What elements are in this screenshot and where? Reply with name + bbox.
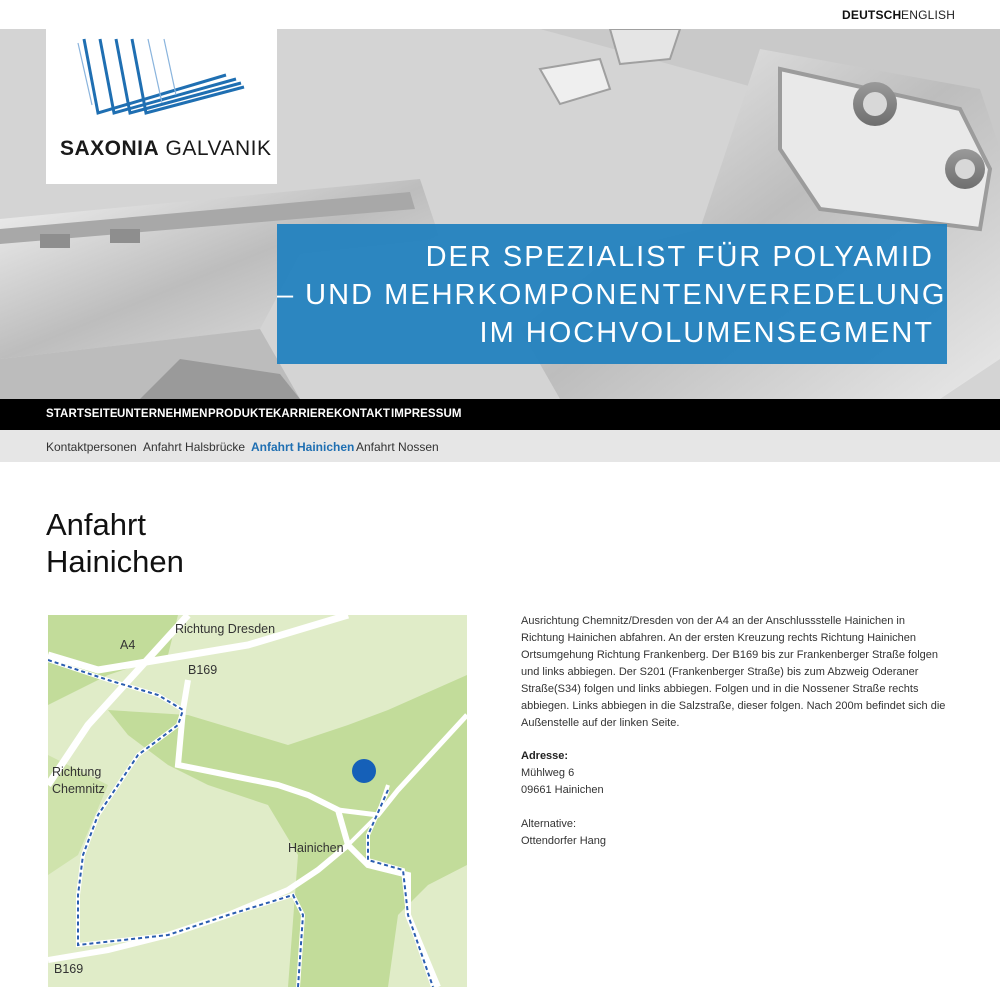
page-title	[46, 506, 184, 580]
map-label-dresden: Richtung Dresden	[175, 622, 276, 636]
map-label-chemnitz-2: Chemnitz	[52, 782, 105, 796]
alternative-address: Ottendorfer Hang	[521, 835, 606, 847]
alternative-title: Alternative:	[521, 818, 577, 830]
banner-line-2: – UND MEHRKOMPONENTENVEREDELUNG	[277, 279, 947, 311]
nav-produkte[interactable]: PRODUKTE	[208, 408, 274, 420]
banner-line-3: IM HOCHVOLUMENSEGMENT	[479, 317, 934, 349]
nav-karriere[interactable]: KARRIERE	[273, 408, 334, 420]
language-link-english[interactable]: ENGLISH	[901, 8, 956, 22]
address-street: Mühlweg 6	[521, 767, 575, 779]
destination-marker-icon	[352, 759, 376, 783]
language-bar	[0, 0, 1000, 29]
hero-banner	[277, 224, 947, 364]
map-label-a4: A4	[120, 638, 136, 652]
subnav-anfahrt-hainichen[interactable]: Anfahrt Hainichen	[251, 440, 355, 454]
map-label-chemnitz-1: Richtung	[52, 765, 102, 779]
map-label-b169-bottom: B169	[54, 962, 84, 976]
logo-name-regular: GALVANIK	[165, 137, 272, 160]
main-navigation	[0, 399, 1000, 430]
subnav-anfahrt-halsbruecke[interactable]: Anfahrt Halsbrücke	[143, 440, 246, 454]
address-title: Adresse:	[521, 750, 569, 762]
language-link-deutsch[interactable]: DEUTSCH	[842, 8, 902, 22]
logo[interactable]	[46, 29, 277, 184]
nav-startseite[interactable]: STARTSEITE	[46, 408, 118, 420]
directions-map	[48, 615, 467, 987]
map-graphic	[48, 615, 467, 987]
nav-impressum[interactable]: IMPRESSUM	[391, 408, 462, 420]
nav-unternehmen[interactable]: UNTERNEHMEN	[117, 408, 208, 420]
subnav-anfahrt-nossen[interactable]: Anfahrt Nossen	[356, 440, 439, 454]
logo-wordmark	[60, 137, 271, 161]
directions-description: Ausrichtung Chemnitz/Dresden von der A4 an der Anschlussstelle Hainichen in Richtung Hainichen abfahren. An der ersten Kreuzung rechts Richtung Hainichen Ortsumgehung Richtung Frankenberg. Der B169 bis zur Frankenberger Straße folgen und links abbiegen. Der S201 (Frankenberger Straße) bis zum Abzweig Oderaner Straße(S34) folgen und links abbiegen. Folgen und in die Nossener Straße rechts abbiegen. Links abbiegen in die Salzstraße, dieser folgen. Nach 200m befindet sich die Außenstelle auf der linken Seite.	[521, 615, 946, 729]
subnav-kontaktpersonen[interactable]: Kontaktpersonen	[46, 440, 137, 454]
sub-navigation	[0, 430, 1000, 462]
logo-name-bold: SAXONIA	[60, 137, 160, 160]
forest-area	[108, 675, 467, 987]
logo-mark-icon	[76, 35, 246, 125]
page-title-line-2: Hainichen	[46, 544, 184, 579]
banner-line-1: DER SPEZIALIST FÜR POLYAMID	[425, 241, 934, 273]
address-city: 09661 Hainichen	[521, 784, 604, 796]
nav-kontakt[interactable]: KONTAKT	[334, 408, 391, 420]
page-title-line-1: Anfahrt	[46, 507, 146, 542]
map-label-hainichen: Hainichen	[288, 841, 344, 855]
map-label-b169-top: B169	[188, 663, 218, 677]
